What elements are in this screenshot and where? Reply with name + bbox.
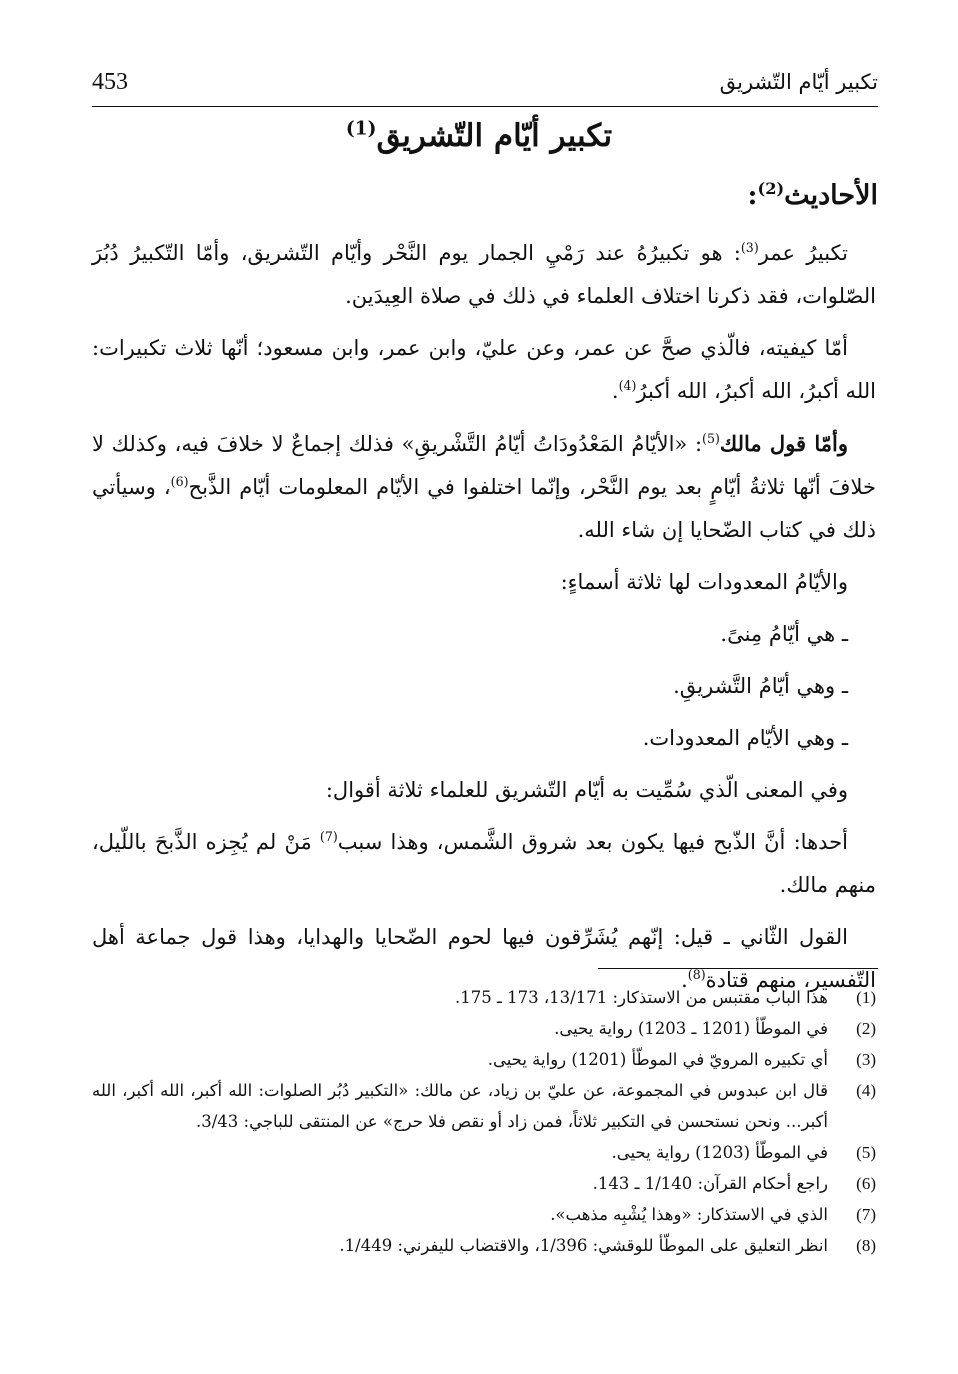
- footnote-ref[interactable]: (7): [319, 829, 338, 844]
- footnote: [92, 982, 876, 1013]
- footnote-number: (7): [856, 1205, 876, 1224]
- footnote-number: (3): [856, 1050, 876, 1069]
- chapter-title-text: تكبير أيّام التّشريق: [376, 118, 613, 154]
- footnote-text: أي تكبيره المرويّ في الموطّأ (1201) رواية يحيى.: [487, 1050, 828, 1069]
- text-run: : «الأيّامُ المَعْدُودَاتُ أيّامُ التَّشْريقِ» فذلك إجماعٌ لا خلافَ فيه، وكذلك لا خلافَ أنّها ثلاثةُ أيّامٍ بعد يوم النَّحْر، وإنّما اختلفوا في الأيّام المعلومات أيّام الذَّبح: [92, 432, 876, 499]
- text-run: .: [681, 968, 688, 992]
- footnote: [92, 1168, 876, 1199]
- paragraph-1: [92, 232, 876, 318]
- text-run: ، وسيأتي ذلك في كتاب الضّحايا إن شاء الله.: [92, 475, 876, 542]
- text-run: : هو تكبيرُهُ عند رَمْيِ الجمار يوم النَّحْر وأيّام التّشريق، وأمّا التّكبيرُ دُبُرَ الصّلوات، فقد ذكرنا اختلاف العلماء في ذلك في صلاة العِيدَين.: [92, 241, 876, 308]
- list-item: ـ وهي الأيّام المعدودات.: [642, 726, 848, 750]
- bold-lead: وأمّا قول مالك: [719, 431, 848, 456]
- footnote-number: (4): [856, 1081, 876, 1100]
- text-run: مَنْ لم يُجِزه الذَّبحَ باللّيل، منهم مالك.: [92, 830, 876, 897]
- text-run: أمّا كيفيته، فالّذي صحَّ عن عمر، وعن عليّ، وابن عمر، وابن مسعود؛ أنّها ثلاث تكبيرات: الله أكبرُ، الله أكبرُ، الله أكبرُ: [92, 336, 876, 403]
- footnote-ref[interactable]: (5): [702, 431, 720, 446]
- text-run: تكبيرُ عمر: [758, 241, 848, 265]
- running-head: تكبير أيّام التّشريق: [719, 70, 878, 94]
- footnote-ref[interactable]: (2): [757, 179, 785, 198]
- list-item: ـ وهي أيّامُ التَّشريقِ.: [673, 674, 848, 698]
- footnote-ref[interactable]: (6): [170, 474, 189, 489]
- footnote-text: الذي في الاستذكار: «وهذا يُشْبِه مذهب».: [550, 1205, 828, 1224]
- footnote-text: راجع أحكام القرآن: 1/140 ـ 143.: [592, 1174, 828, 1193]
- paragraph-2: [92, 327, 876, 413]
- footnotes: [92, 982, 876, 1261]
- footnote: [92, 1230, 876, 1261]
- text-run: أحدها: أنَّ الذّبح فيها يكون بعد شروق الشَّمس، وهذا سبب: [337, 830, 848, 854]
- text-run: القول الثّاني ـ قيل: إنّهم يُشَرِّقون فيها لحوم الضّحايا والهدايا، وهذا قول جماعة أهل التّفسير، منهم قتادة: [92, 925, 876, 992]
- paragraph-3: [92, 422, 876, 552]
- footnote-text: انظر التعليق على الموطّأ للوقشي: 1/396، والاقتضاب لليفرني: 1/449.: [339, 1236, 828, 1255]
- page-header: [92, 58, 878, 107]
- list-item: ـ هي أيّامُ مِنىً.: [720, 622, 848, 646]
- footnote-divider: [598, 968, 878, 969]
- page-number: 453: [92, 68, 128, 95]
- chapter-title: [0, 118, 958, 154]
- footnote-number: (8): [856, 1236, 876, 1255]
- footnote-number: (5): [856, 1143, 876, 1162]
- footnote-number: (6): [856, 1174, 876, 1193]
- footnote: [92, 1044, 876, 1075]
- text-run: .: [611, 379, 619, 403]
- section-heading-text: الأحاديث: [784, 180, 878, 211]
- footnote-ref[interactable]: (3): [740, 240, 759, 255]
- footnote-text: في الموطّأ (1203) رواية يحيى.: [611, 1143, 828, 1162]
- footnote-number: (2): [856, 1019, 876, 1038]
- footnote-number: (1): [856, 988, 876, 1007]
- footnote: [92, 1013, 876, 1044]
- paragraph-5: وفي المعنى الّذي سُمِّيت به أيّام التّشريق للعلماء ثلاثة أقوال:: [325, 778, 848, 802]
- paragraph-6: [92, 821, 876, 907]
- footnote-text: هذا الباب مقتبس من الاستذكار: 13/171، 173 ـ 175.: [455, 988, 828, 1007]
- paragraph-4: والأيّامُ المعدودات لها ثلاثة أسماءٍ:: [560, 570, 848, 594]
- footnote-text: قال ابن عبدوس في المجموعة، عن عليّ بن زياد، عن مالك: «التكبير دُبُر الصلوات: الله أكبر، الله أكبر، الله أكبر... ونحن نستحسن في التكبير ثلاثاً، فمن زاد أو نقص فلا حرج» عن المنتقى للباجي: 3/43.: [92, 1081, 828, 1131]
- section-heading: [748, 180, 878, 211]
- footnote-text: في الموطّأ (1201 ـ 1203) رواية يحيى.: [554, 1019, 828, 1038]
- footnote: [92, 1075, 876, 1137]
- section-heading-colon: :: [747, 180, 758, 211]
- footnote: [92, 1199, 876, 1230]
- footnote-ref[interactable]: (1): [345, 118, 377, 140]
- footnote: [92, 1137, 876, 1168]
- body-text: [92, 232, 876, 1011]
- footnote-ref[interactable]: (4): [618, 378, 637, 393]
- footnote-ref[interactable]: (8): [687, 967, 706, 982]
